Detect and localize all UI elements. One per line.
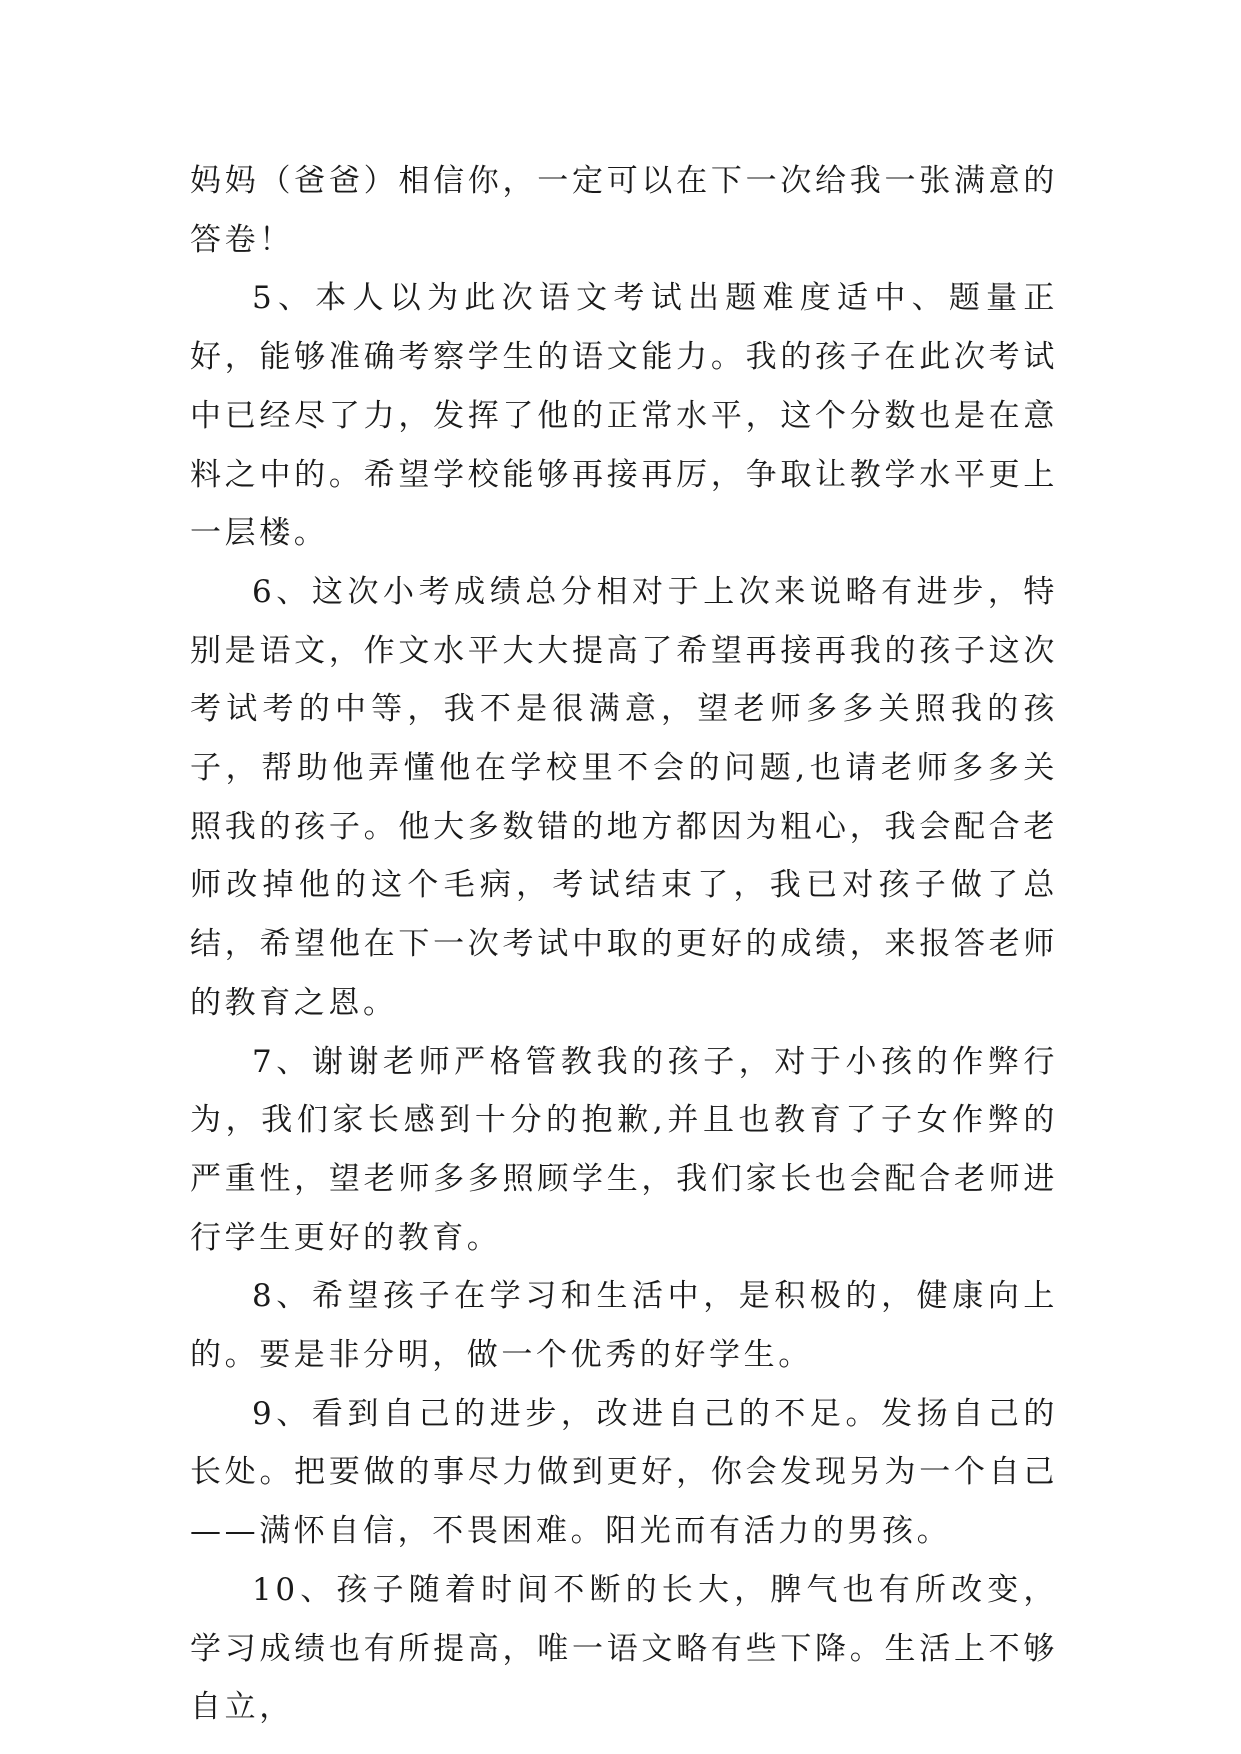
paragraph-item-9: 9、看到自己的进步，改进自己的不足。发扬自己的长处。把要做的事尽力做到更好，你会发现另为一个自己——满怀自信，不畏困难。阳光而有活力的男孩。 bbox=[190, 1395, 1058, 1550]
paragraph-item-5: 5、本人以为此次语文考试出题难度适中、题量正好，能够准确考察学生的语文能力。我的孩子在此次考试中已经尽了力，发挥了他的正常水平，这个分数也是在意料之中的。希望学校能够再接再厉，争取让教学水平更上一层楼。 bbox=[190, 280, 1058, 552]
paragraph-item-8: 8、希望孩子在学习和生活中，是积极的，健康向上的。要是非分明，做一个优秀的好学生。 bbox=[190, 1278, 1058, 1374]
paragraph-item-7: 7、谢谢老师严格管教我的孩子，对于小孩的作弊行为，我们家长感到十分的抱歉,并且也教育了子女作弊的严重性，望老师多多照顾学生，我们家长也会配合老师进行学生更好的教育。 bbox=[190, 1043, 1058, 1256]
paragraph-item-6: 6、这次小考成绩总分相对于上次来说略有进步，特别是语文，作文水平大大提高了希望再接再我的孩子这次考试考的中等，我不是很满意，望老师多多关照我的孩子，帮助他弄懂他在学校里不会的问题,也请老师多多关照我的孩子。他大多数错的地方都因为粗心，我会配合老师改掉他的这个毛病，考试结束了，我已对孩子做了总结，希望他在下一次考试中取的更好的成绩，来报答老师的教育之恩。 bbox=[190, 573, 1058, 1021]
paragraph-continued: 妈妈（爸爸）相信你，一定可以在下一次给我一张满意的答卷！ bbox=[190, 163, 1058, 258]
document-page bbox=[190, 152, 1058, 1737]
paragraph-item-10: 10、孩子随着时间不断的长大，脾气也有所改变，学习成绩也有所提高，唯一语文略有些下降。生活上不够自立， bbox=[190, 1571, 1058, 1726]
